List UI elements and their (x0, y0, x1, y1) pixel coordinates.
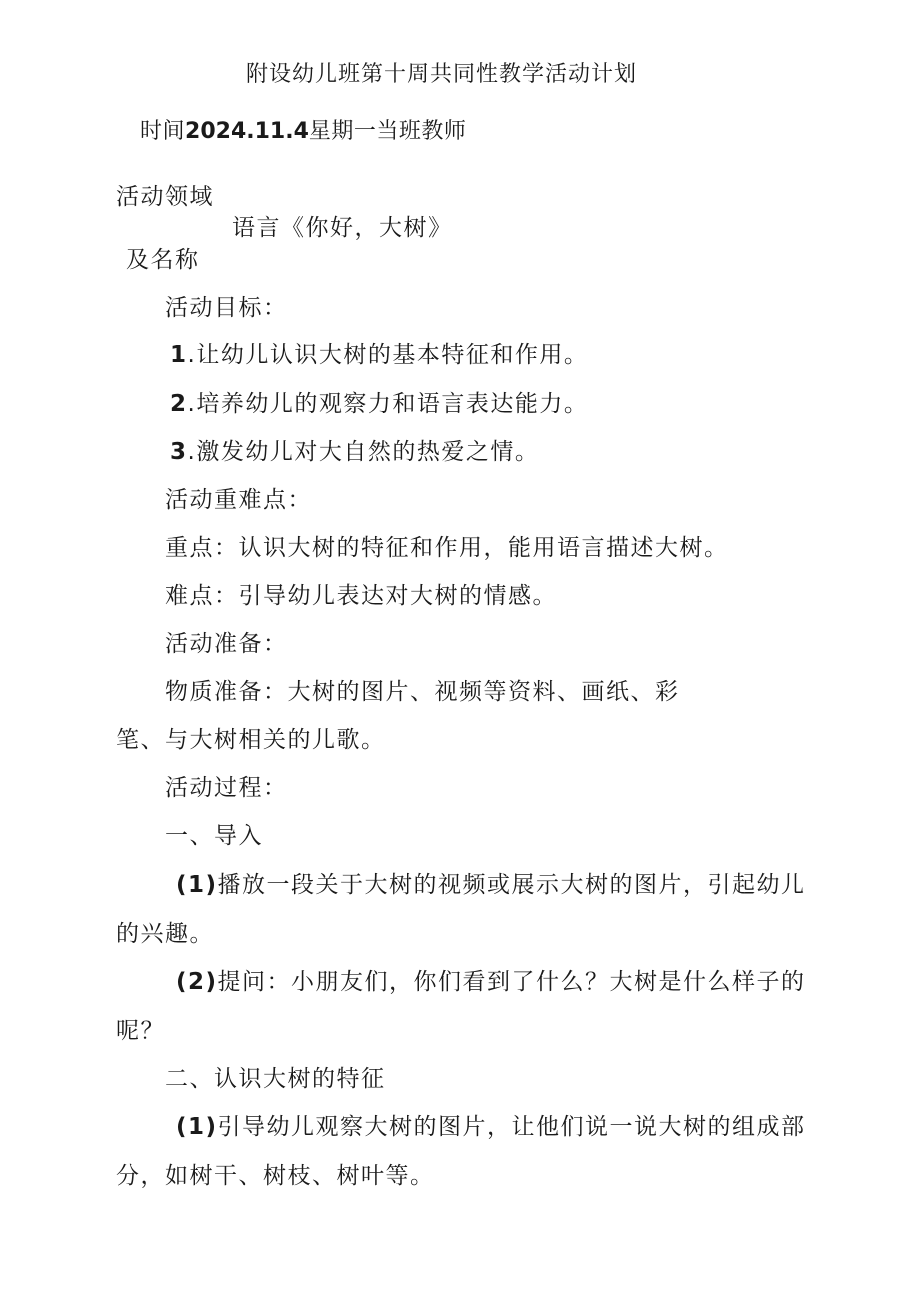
goal-text: .培养幼儿的观察力和语言表达能力。 (187, 391, 589, 417)
item-text: 提问：小朋友们，你们看到了什么？大树是什么样子的 (217, 969, 806, 995)
item-number: (1) (176, 1114, 218, 1140)
item-number: (2) (176, 969, 218, 995)
domain-label-line2: 及名称 (126, 247, 200, 273)
section2-item1-line1 (176, 1112, 806, 1142)
section1-item1-line2: 的兴趣。 (116, 921, 214, 947)
section1-heading: 一、导入 (165, 823, 263, 849)
goal-text: .让幼儿认识大树的基本特征和作用。 (187, 342, 589, 368)
item-text: 引导幼儿观察大树的图片，让他们说一说大树的组成部 (217, 1114, 806, 1140)
section1-item2-line1 (176, 967, 806, 997)
key-points-heading: 活动重难点： (165, 487, 312, 513)
preparation-heading: 活动准备： (165, 631, 288, 657)
item-number: (1) (176, 872, 218, 898)
goal-text: .激发幼儿对大自然的热爱之情。 (187, 439, 540, 465)
goal-item-2 (170, 389, 588, 419)
goal-number: 3 (170, 439, 188, 465)
date-value: 2024.11.4 (185, 119, 309, 144)
goal-item-1 (170, 340, 588, 370)
focus-point: 重点：认识大树的特征和作用，能用语言描述大树。 (165, 535, 729, 561)
domain-value: 语言《你好，大树》 (232, 215, 453, 241)
weekday-value: 星期一 (308, 119, 377, 144)
time-label: 时间 (140, 119, 186, 144)
goal-number: 1 (170, 342, 188, 368)
section2-item1-line2: 分，如树干、树枝、树叶等。 (116, 1163, 435, 1189)
goal-item-3 (170, 437, 539, 467)
section2-heading: 二、认识大树的特征 (165, 1066, 386, 1092)
preparation-line-1: 物质准备：大树的图片、视频等资料、画纸、彩 (165, 679, 680, 705)
process-heading: 活动过程： (165, 775, 288, 801)
page-title: 附设幼儿班第十周共同性教学活动计划 (246, 62, 638, 87)
goal-number: 2 (170, 391, 188, 417)
teacher-label: 当班教师 (376, 119, 467, 144)
difficulty-point: 难点：引导幼儿表达对大树的情感。 (165, 583, 557, 609)
item-text: 播放一段关于大树的视频或展示大树的图片，引起幼儿 (217, 872, 806, 898)
goals-heading: 活动目标： (165, 295, 288, 321)
preparation-line-2: 笔、与大树相关的儿歌。 (116, 727, 386, 753)
time-teacher-line (140, 117, 466, 147)
domain-label-line1: 活动领域 (116, 184, 214, 210)
section1-item2-line2: 呢？ (116, 1018, 165, 1044)
section1-item1-line1 (176, 870, 806, 900)
